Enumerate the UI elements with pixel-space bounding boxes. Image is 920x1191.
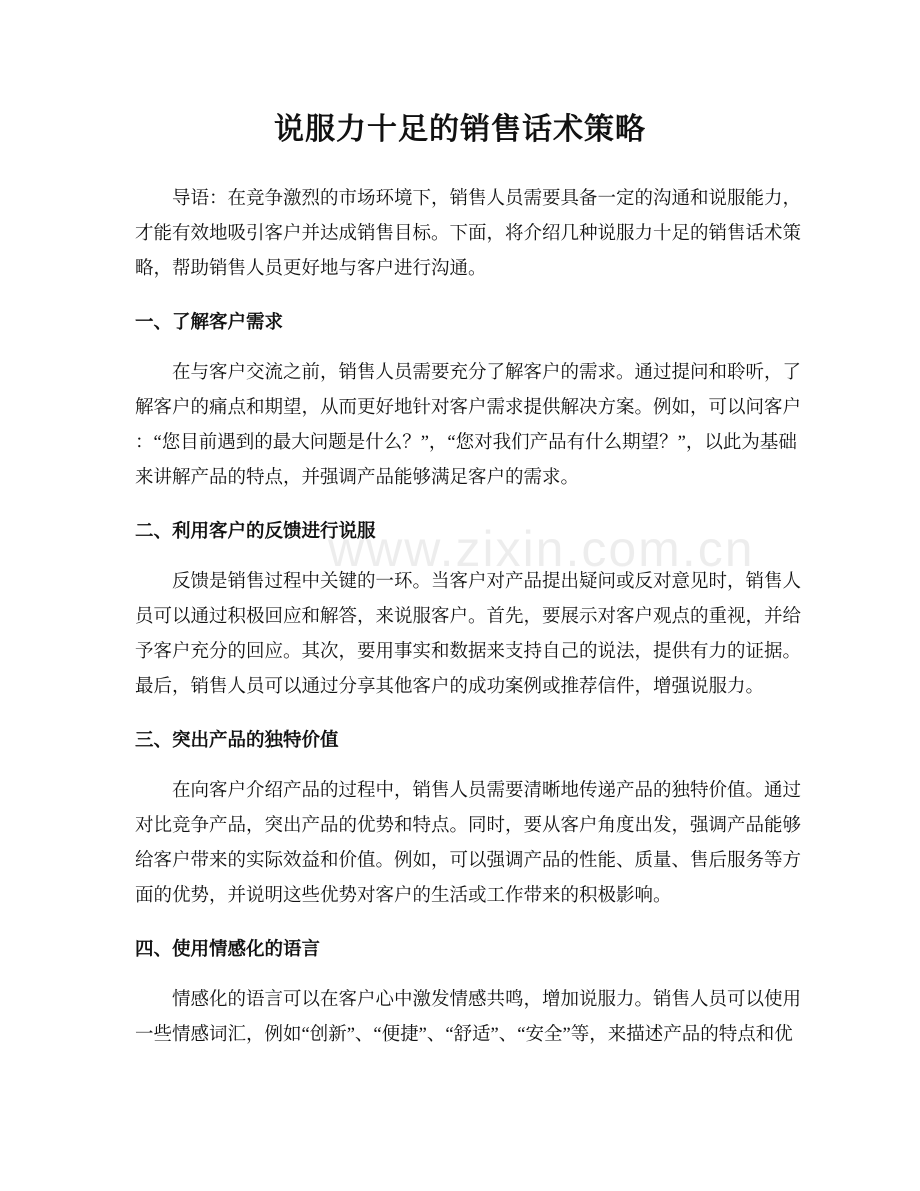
text-line: 给客户带来的实际效益和价值。例如，可以强调产品的性能、质量、售后服务等方 [135,851,802,871]
document-title: 说服力十足的销售话术策略 [274,113,646,146]
text-line: 情感化的语言可以在客户心中激发情感共鸣，增加说服力。销售人员可以使用 [172,990,802,1010]
text-line: 反馈是销售过程中关键的一环。当客户对产品提出疑问或反对意见时，销售人 [172,572,802,592]
text-line: 来讲解产品的特点，并强调产品能够满足客户的需求。 [135,468,580,488]
text-line: 最后，销售人员可以通过分享其他客户的成功案例或推荐信件，增强说服力。 [135,677,765,697]
text-line: 才能有效地吸引客户并达成销售目标。下面，将介绍几种说服力十足的销售话术策 [135,224,802,244]
text-line: 略，帮助销售人员更好地与客户进行沟通。 [135,259,487,279]
section-heading: 三、突出产品的独特价值 [135,729,339,750]
intro-paragraph [135,182,802,287]
text-line: 导语：在竞争激烈的市场环境下，销售人员需要具备一定的沟通和说服能力， [172,189,802,209]
text-line: ：“您目前遇到的最大问题是什么？”，“您对我们产品有什么期望？”，以此为基础 [135,433,797,453]
text-line: 予客户充分的回应。其次，要用事实和数据来支持自己的说法，提供有力的证据。 [135,642,802,662]
section-paragraph [135,774,802,914]
section-heading: 一、了解客户需求 [135,311,284,332]
section-heading: 四、使用情感化的语言 [135,938,321,959]
text-line: 员可以通过积极回应和解答，来说服客户。首先，要展示对客户观点的重视，并给 [135,607,802,627]
text-line: 面的优势，并说明这些优势对客户的生活或工作带来的积极影响。 [135,886,672,906]
section-paragraph [135,356,802,496]
text-line: 一些情感词汇，例如“创新”、“便捷”、“舒适”、“安全”等，来描述产品的特点和优 [135,1025,793,1045]
text-line: 在与客户交流之前，销售人员需要充分了解客户的需求。通过提问和聆听，了 [172,363,802,383]
section-paragraph [135,565,802,705]
text-line: 解客户的痛点和期望，从而更好地针对客户需求提供解决方案。例如，可以问客户 [135,398,802,418]
text-line: 在向客户介绍产品的过程中，销售人员需要清晰地传递产品的独特价值。通过 [172,781,802,801]
section-paragraph [135,983,802,1053]
watermark: www.zixin.com.cn [328,521,755,577]
document-body [135,182,802,1053]
section-heading: 二、利用客户的反馈进行说服 [135,520,376,541]
text-line: 对比竞争产品，突出产品的优势和特点。同时，要从客户角度出发，强调产品能够 [135,816,802,836]
